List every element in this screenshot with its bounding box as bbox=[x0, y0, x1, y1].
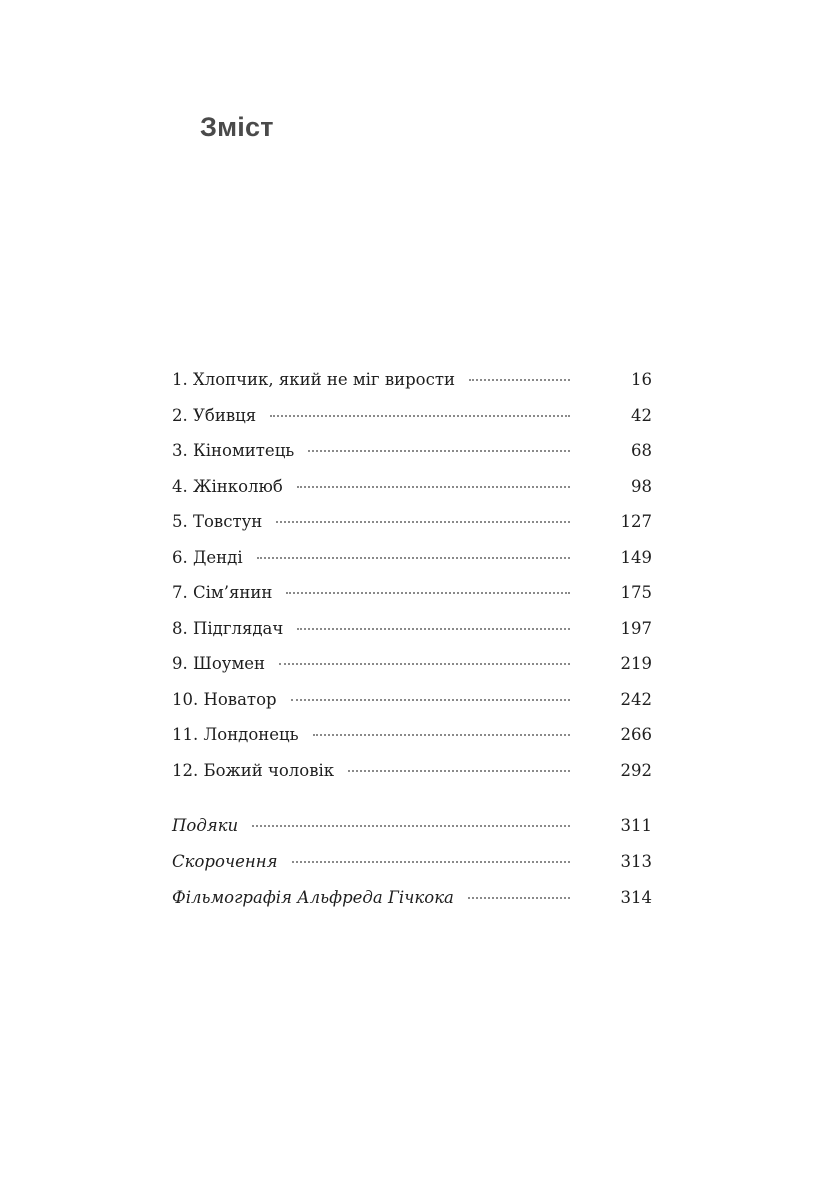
page-number: 127 bbox=[620, 512, 652, 531]
toc-entry-acknowledgements[interactable] bbox=[172, 816, 652, 852]
page-number: 314 bbox=[620, 888, 652, 907]
dot-leader bbox=[308, 450, 570, 452]
dot-leader bbox=[286, 592, 570, 594]
dot-leader bbox=[270, 415, 570, 417]
dot-leader bbox=[469, 379, 570, 381]
page-number: 16 bbox=[631, 370, 652, 389]
toc-entry[interactable] bbox=[172, 406, 652, 442]
page-number: 311 bbox=[620, 816, 652, 835]
dot-leader bbox=[297, 628, 570, 630]
toc-entry-filmography[interactable] bbox=[172, 888, 652, 924]
chapter-title: 2. Убивця bbox=[172, 405, 257, 425]
page-number: 68 bbox=[631, 441, 652, 460]
chapter-list bbox=[172, 370, 652, 796]
toc-entry[interactable] bbox=[172, 725, 652, 761]
toc-entry[interactable] bbox=[172, 583, 652, 619]
back-matter-title: Фільмографія Альфреда Гічкока bbox=[172, 888, 454, 907]
toc-entry[interactable] bbox=[172, 761, 652, 797]
page-number: 219 bbox=[620, 654, 652, 673]
back-matter-list bbox=[172, 816, 652, 924]
chapter-title: 12. Божий чоловік bbox=[172, 760, 335, 780]
page-number: 197 bbox=[620, 618, 652, 638]
page-number: 266 bbox=[620, 725, 652, 744]
chapter-title: 11. Лондонець bbox=[172, 725, 299, 744]
dot-leader bbox=[313, 734, 570, 736]
dot-leader bbox=[257, 557, 570, 559]
chapter-title: 5. Товстун bbox=[172, 512, 263, 531]
toc-entry[interactable] bbox=[172, 619, 652, 655]
chapter-title: 3. Кіномитець bbox=[172, 441, 295, 460]
toc-entry[interactable] bbox=[172, 370, 652, 406]
chapter-title: 9. Шоумен bbox=[172, 654, 266, 673]
dot-leader bbox=[297, 486, 570, 488]
toc-entry[interactable] bbox=[172, 690, 652, 726]
dot-leader bbox=[348, 770, 570, 772]
page-title: Зміст bbox=[200, 112, 274, 142]
dot-leader bbox=[292, 861, 570, 863]
page-number: 42 bbox=[631, 405, 652, 425]
dot-leader bbox=[468, 897, 570, 899]
toc-entry[interactable] bbox=[172, 654, 652, 690]
dot-leader bbox=[252, 825, 570, 827]
page-number: 175 bbox=[620, 583, 652, 602]
chapter-title: 6. Денді bbox=[172, 547, 243, 567]
page-number: 98 bbox=[631, 476, 652, 496]
back-matter-title: Скорочення bbox=[172, 852, 278, 871]
dot-leader bbox=[276, 521, 570, 523]
page-number: 149 bbox=[620, 547, 652, 567]
page-number: 242 bbox=[620, 689, 652, 709]
toc-entry[interactable] bbox=[172, 512, 652, 548]
chapter-title: 10. Новатор bbox=[172, 689, 277, 709]
page-number: 292 bbox=[620, 760, 652, 780]
chapter-title: 1. Хлопчик, який не міг вирости bbox=[172, 370, 455, 389]
chapter-title: 7. Сім’янин bbox=[172, 583, 273, 602]
dot-leader bbox=[279, 663, 570, 665]
dot-leader bbox=[291, 699, 570, 701]
back-matter-title: Подяки bbox=[172, 816, 239, 835]
toc-entry[interactable] bbox=[172, 477, 652, 513]
toc-entry[interactable] bbox=[172, 548, 652, 584]
toc-entry[interactable] bbox=[172, 441, 652, 477]
toc-entry-abbreviations[interactable] bbox=[172, 852, 652, 888]
page-number: 313 bbox=[620, 852, 652, 871]
chapter-title: 4. Жінколюб bbox=[172, 476, 283, 496]
chapter-title: 8. Підглядач bbox=[172, 618, 284, 638]
